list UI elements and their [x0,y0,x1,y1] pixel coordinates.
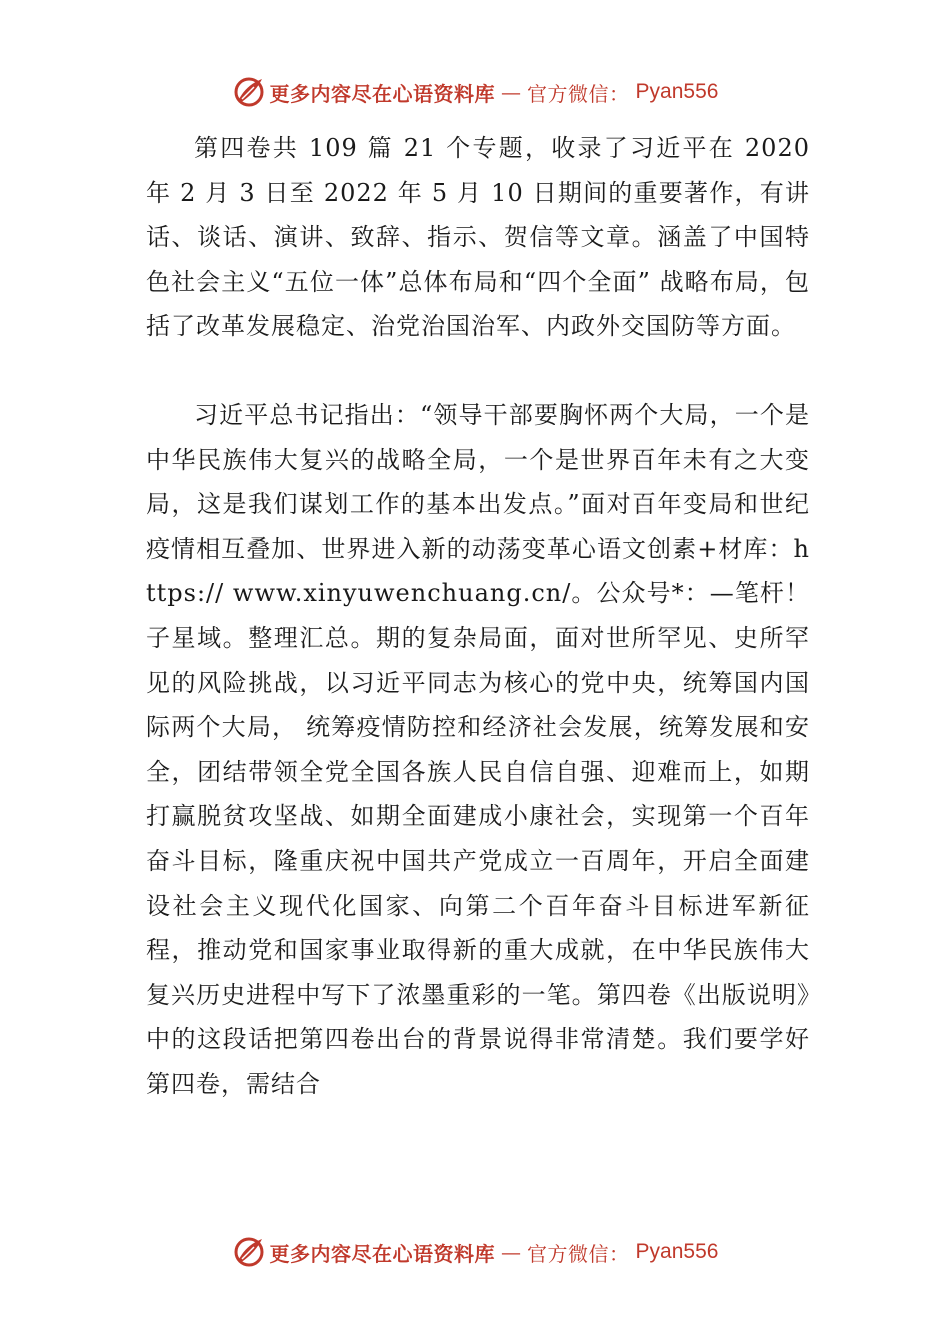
watermark-wechat-label: 官方微信： [527,1241,630,1266]
footer-watermark [0,1234,950,1270]
pen-nib-logo-icon [232,75,266,109]
paragraph-volume-overview: 第四卷共 109 篇 21 个专题，收录了习近平在 2020 年 2 月 3 日至 2022 年 5 月 10 日期间的重要著作，有讲话、谈话、演讲、致辞、指示、贺信等文章。涵盖了中国特色社会主义“五位一体”总体布局和“四个全面” 战略布局，包括了改革发展稳定、治党治国治军、内政外交国防等方面。 [146,134,810,341]
watermark-dash: — [501,80,522,104]
paragraph-two-overall-situations: 习近平总书记指出：“领导干部要胸怀两个大局，一个是中华民族伟大复兴的战略全局，一个是世界百年未有之大变局，这是我们谋划工作的基本出发点。”面对百年变局和世纪疫情相互叠加、世界进入新的动荡变革心语文创素+材库：https:// www.xinyuwenchuang.cn/。公众号*：—笔杆！子星域。整理汇总。期的复杂局面，面对世所罕见、史所罕见的风险挑战，以习近平同志为核心的党中央，统筹国内国际两个大局， 统筹疫情防控和经济社会发展，统筹发展和安全，团结带领全党全国各族人民自信自强、迎难而上，如期打赢脱贫攻坚战、如期全面建成小康社会，实现第一个百年奋斗目标，隆重庆祝中国共产党成立一百周年，开启全面建设社会主义现代化国家、向第二个百年奋斗目标进军新征程，推动党和国家事业取得新的重大成就，在中华民族伟大复兴历史进程中写下了浓墨重彩的一笔。第四卷《出版说明》中的这段话把第四卷出台的背景说得非常清楚。我们要学好第四卷，需结合 [146,400,810,1098]
pen-nib-logo-icon [232,1235,266,1269]
watermark-wechat-label: 官方微信： [527,81,630,106]
header-watermark [0,74,950,110]
document-body [146,126,810,1106]
watermark-wechat-id: Pyan556 [635,80,719,103]
watermark-dash: — [501,1240,522,1264]
watermark-wechat-id: Pyan556 [635,1240,719,1263]
watermark-main-text: 更多内容尽在心语资料库 [269,81,496,106]
watermark-main-text: 更多内容尽在心语资料库 [269,1241,496,1266]
